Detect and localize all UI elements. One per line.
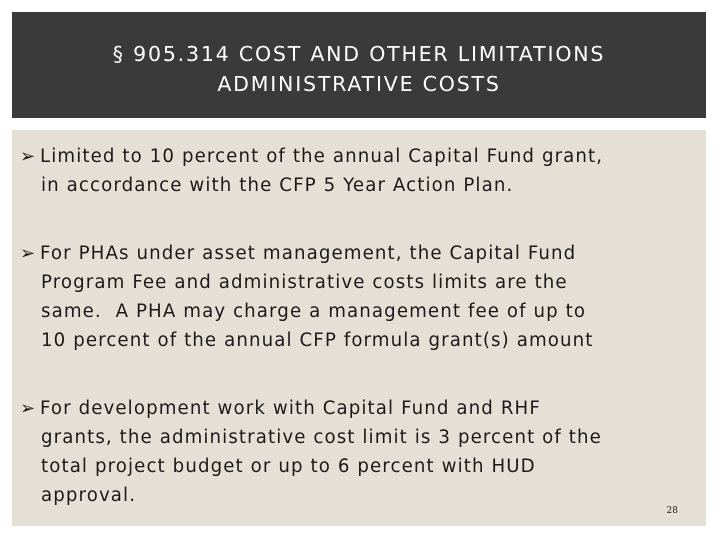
bullet-line: 10 percent of the annual CFP formula grant(s) amount: [41, 330, 594, 351]
bullet-line: ➢ For PHAs under asset management, the Capital Fund: [20, 239, 700, 268]
arrow-bullet-icon: ➢: [20, 398, 36, 419]
bullet-line: Program Fee and administrative costs limits are the: [41, 272, 568, 293]
bullet-item: [20, 142, 700, 200]
slide-title-bar: [12, 12, 706, 118]
bullet-line: approval.: [41, 485, 137, 506]
slide-content: [12, 130, 706, 526]
arrow-bullet-icon: ➢: [20, 146, 36, 167]
bullet-item: [20, 394, 700, 510]
slide-title: § 905.314 COST AND OTHER LIMITATIONS: [112, 42, 606, 66]
bullet-item: [20, 239, 700, 355]
page-number: 28: [666, 506, 678, 516]
bullet-line: ➢ For development work with Capital Fund and RHF: [20, 394, 700, 423]
arrow-bullet-icon: ➢: [20, 243, 36, 264]
bullet-line: in accordance with the CFP 5 Year Action Plan.: [41, 175, 514, 196]
bullet-line: grants, the administrative cost limit is 3 percent of the: [41, 427, 602, 448]
slide-subtitle: ADMINISTRATIVE COSTS: [217, 72, 501, 96]
bullet-line: same. A PHA may charge a management fee of up to: [41, 301, 587, 322]
bullet-line: total project budget or up to 6 percent with HUD: [41, 456, 536, 477]
bullet-line: ➢ Limited to 10 percent of the annual Capital Fund grant,: [20, 142, 700, 171]
